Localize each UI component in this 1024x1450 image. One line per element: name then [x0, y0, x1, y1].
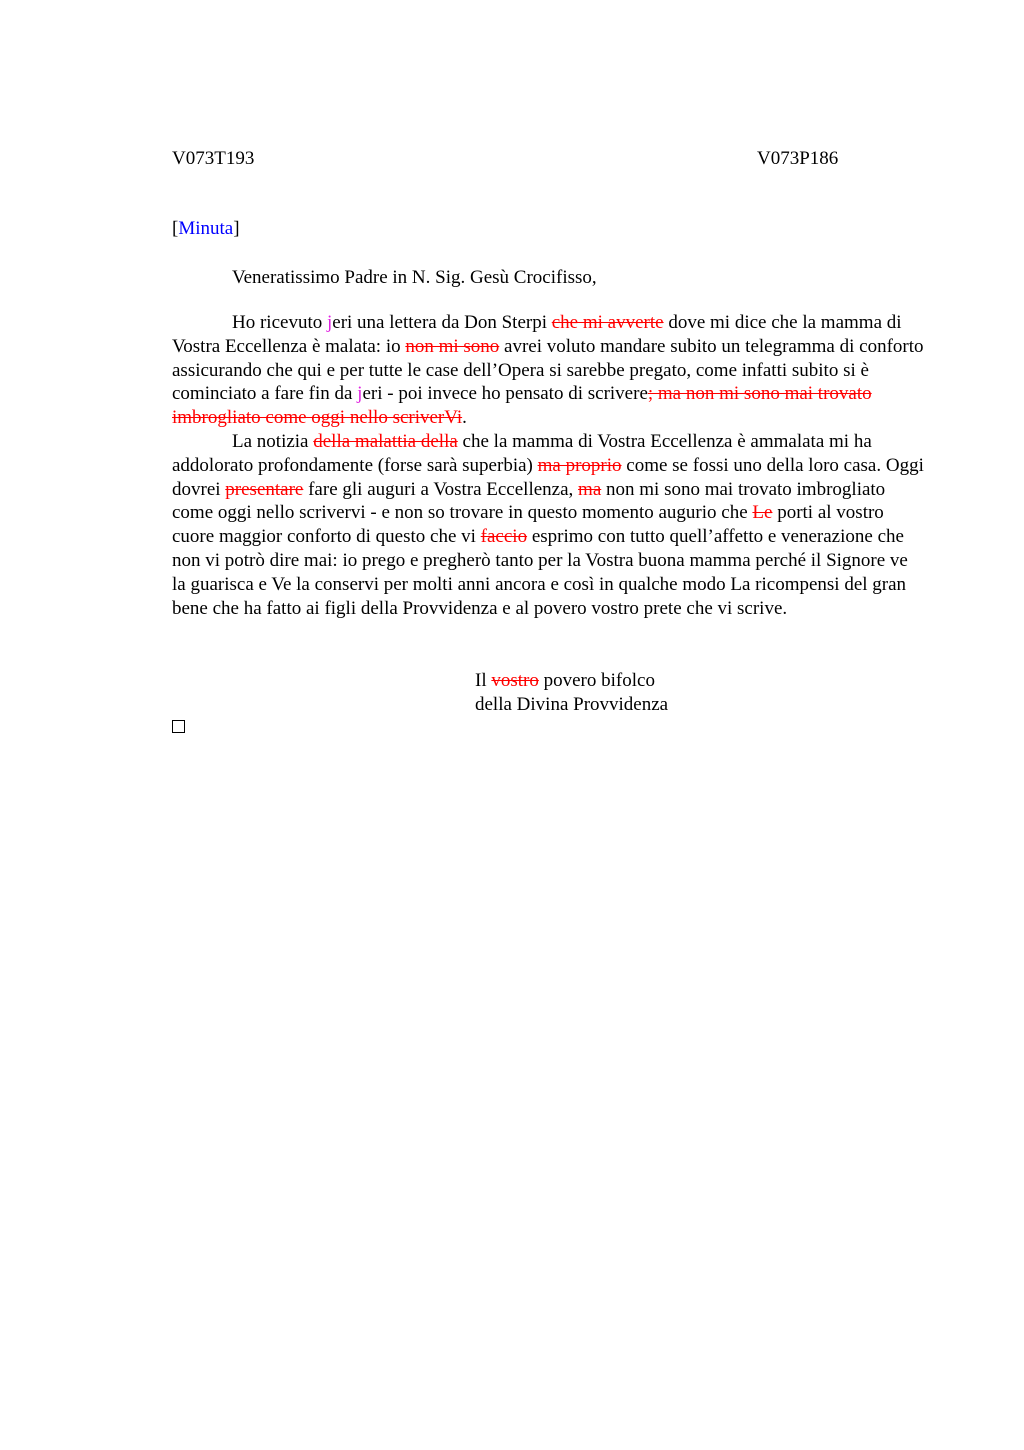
deleted-text: Le — [752, 502, 773, 524]
empty-square-icon — [172, 720, 185, 733]
text-run: Il — [475, 670, 492, 691]
text-run: come se fossi uno della loro casa. Oggi dovrei — [172, 454, 924, 500]
salutation: Veneratissimo Padre in N. Sig. Gesù Crocifisso, — [232, 267, 597, 288]
deleted-text: della malattia della — [313, 430, 458, 452]
text-run: avrei voluto mandare subito un telegramma di conforto assicurando che qui e per tutte le case dell’Opera si sarebbe pregato, come infatti subito si è cominciato a fare fin da — [172, 335, 924, 405]
text-run: Ho ricevuto — [232, 312, 327, 333]
deleted-text: presentare — [225, 478, 304, 500]
deleted-text: vostro — [491, 670, 539, 691]
correction-mark: j — [357, 383, 363, 405]
deleted-text: faccio — [480, 526, 528, 548]
document-header — [172, 146, 844, 172]
paragraph-1 — [172, 311, 924, 430]
letter-body — [172, 311, 924, 620]
text-run: La notizia — [232, 430, 314, 452]
label-word: Minuta — [178, 218, 234, 239]
signature-line-2: della Divina Provvidenza — [475, 693, 669, 715]
paragraph-2 — [172, 430, 924, 620]
signature-line-1 — [475, 669, 668, 693]
deleted-text: ma proprio — [537, 454, 622, 476]
text-run: . — [462, 407, 467, 429]
text-run: fare gli auguri a Vostra Eccellenza, — [303, 478, 579, 500]
label-bracket-close: ] — [233, 218, 240, 239]
text-run: che la mamma di Vostra Eccellenza è ammalata mi ha addolorato profondamente (forse sarà superbia) — [172, 430, 872, 476]
signature-block — [475, 669, 668, 717]
text-run: porti al vostro cuore maggior conforto di questo che vi — [172, 502, 884, 548]
document-code-left: V073T193 — [172, 148, 255, 169]
document-type-label — [172, 216, 240, 242]
text-run: esprimo con tutto quell’affetto e venerazione che non vi potrò dire mai: io prego e pregherò tanto per la Vostra buona mamma perché il Signore ve la guarisca e Ve la conservi per molti anni ancora e così in qualche modo La ricompensi del gran bene che ha fatto ai figli della Provvidenza e al povero vostro prete che vi scrive. — [172, 526, 908, 619]
deleted-text: ; ma non mi sono mai trovato imbrogliato come oggi nello scriverVi — [172, 383, 872, 429]
text-run: non mi sono mai trovato imbrogliato come oggi nello scrivervi - e non so trovare in questo momento augurio che — [172, 478, 886, 524]
text-run: eri - poi invece ho pensato di scrivere — [362, 383, 648, 405]
deleted-text: che mi avverte — [551, 312, 664, 333]
text-run: povero bifolco — [538, 670, 655, 691]
text-run: dove mi dice che la mamma di Vostra Eccellenza è malata: io — [172, 312, 902, 357]
document-code-right: V073P186 — [757, 148, 839, 169]
correction-mark: j — [326, 312, 333, 333]
text-run: eri una lettera da Don Sterpi — [332, 312, 552, 333]
deleted-text: non mi sono — [405, 335, 500, 357]
label-bracket-open: [ — [172, 218, 179, 239]
deleted-text: ma — [578, 478, 602, 500]
